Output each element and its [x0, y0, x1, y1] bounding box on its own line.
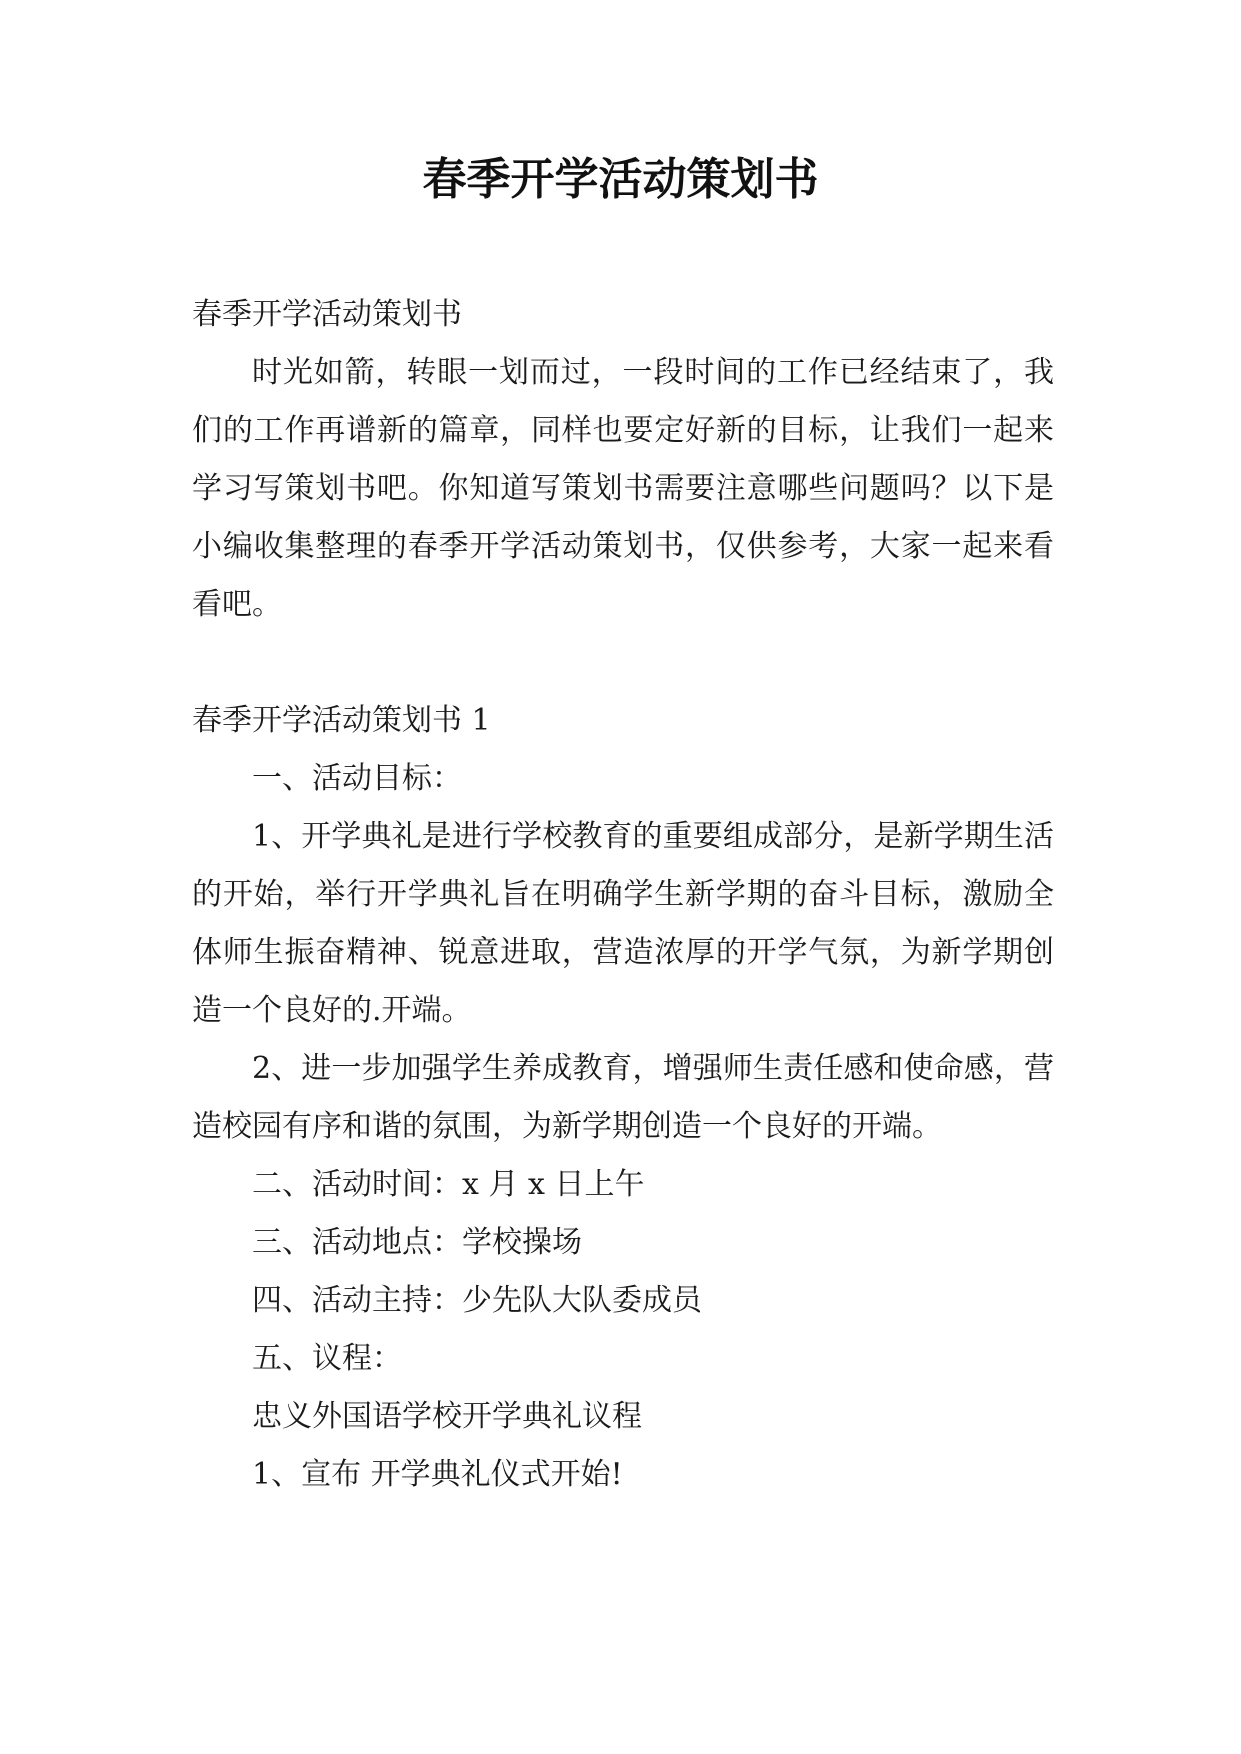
goal-item-1: 1、开学典礼是进行学校教育的重要组成部分，是新学期生活的开始，举行开学典礼旨在明确学生新学期的奋斗目标，激励全体师生振奋精神、锐意进取，营造浓厚的开学气氛，为新学期创造一个良好的.开端。: [192, 819, 1054, 1028]
document-title: 春季开学活动策划书: [422, 154, 819, 205]
activity-host: 四、活动主持：少先队大队委成员: [252, 1283, 702, 1318]
goal-item-2: 2、进一步加强学生养成教育，增强师生责任感和使命感，营造校园有序和谐的氛围，为新学期创造一个良好的开端。: [192, 1051, 1054, 1144]
activity-location: 三、活动地点：学校操场: [252, 1225, 582, 1260]
section-heading: 春季开学活动策划书 1: [192, 703, 491, 738]
subheading-goals: 一、活动目标：: [252, 761, 462, 796]
agenda-heading: 五、议程：: [252, 1341, 402, 1376]
agenda-title: 忠义外国语学校开学典礼议程: [252, 1399, 642, 1434]
section-heading: 春季开学活动策划书: [192, 297, 462, 332]
intro-paragraph: 时光如箭，转眼一划而过，一段时间的工作已经结束了，我们的工作再谱新的篇章，同样也要定好新的目标，让我们一起来学习写策划书吧。你知道写策划书需要注意哪些问题吗？以下是小编收集整理的春季开学活动策划书，仅供参考，大家一起来看看吧。: [192, 355, 1054, 622]
document-body: [192, 286, 1054, 1504]
agenda-item-1: 1、宣布 开学典礼仪式开始!: [252, 1457, 623, 1492]
activity-time: 二、活动时间：x 月 x 日上午: [252, 1167, 645, 1202]
